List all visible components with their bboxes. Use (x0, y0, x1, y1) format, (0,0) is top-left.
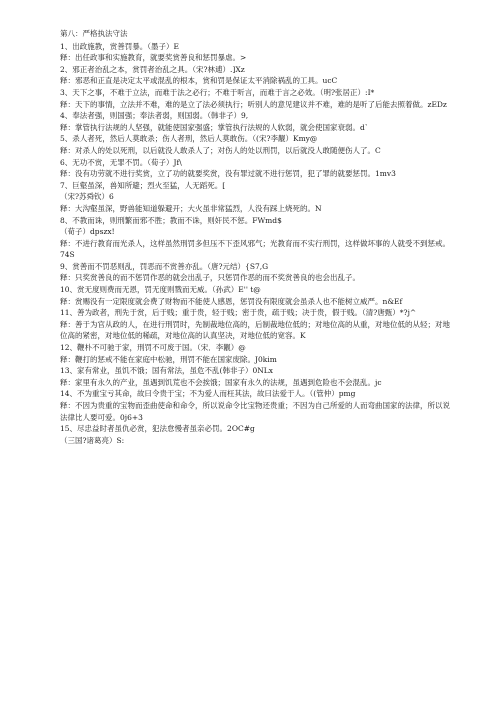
text-line: 释：善于为官从政的人，在进行刑罚时，先制裁地位高的，后制裁地位低的；对地位高的从重，对地位低的从轻；对地位高的紧密，对地位低的稀疏，对地位高的认真坚决，对地位低的宽容。K (60, 319, 450, 341)
text-line: 1、出政施教，赏善罚暴。（墨子）E (60, 41, 179, 51)
text-line: 2、邪正者治乱之本，赏罚者治乱之具。（宋?林逋）.]Xz (60, 64, 245, 74)
text-line: 4、奉法者强，则国强；奉法者弱，则国弱。（韩非子）9, (60, 111, 249, 121)
text-line: （宋?苏舜钦）6 (60, 192, 114, 202)
text-line: 释：掌管执行法规的人坚强，就能使国家强盛；掌管执行法规的人软弱，就会使国家衰弱。d` (60, 122, 369, 132)
text-line: 释：出任政事和实施教育，就要奖赏善良和惩罚暴虐。> (60, 53, 247, 63)
text-line: 释：只奖赏善良的而不惩罚作恶的就会出乱子，只惩罚作恶的而不奖赏善良的也会出乱子。 (60, 273, 360, 283)
text-line: 释：家里有永久的产业，虽遇到饥荒也不会挨饿；国家有永久的法规，虽遇到危险也不会混乱。jc (60, 377, 382, 387)
text-line: 释：对杀人的处以死刑，以后就没人敢杀人了；对伤人的处以刑罚，以后就没人敢随便伤人了。C (60, 145, 381, 155)
text-line: 9、赏善而不罚恶则乱，罚恶而不赏善亦乱。（唐?元结）{S7,G (60, 261, 269, 271)
text-line: 8、不教而诛，则刑繁而邪不胜；教而不诛，则奸民不惩。FWmd$ (60, 215, 282, 225)
text-line: 释：鞭打的惩戒不能在家庭中松驰，刑罚不能在国家废除。J0kim (60, 354, 277, 364)
text-line: （荀子）dpszx! (60, 227, 115, 237)
text-line: 7、巨壑虽深，兽知所避；烈火至猛，人无蹈死。[ (60, 180, 226, 190)
text-line: 释：赏赐没有一定限度就会费了财物而不能使人感恩，惩罚没有限度就会虽杀人也不能树立威严。n&Ef (60, 296, 403, 306)
text-line: 释：不因为贵重的宝物而歪曲使命和命令，所以说命令比宝物还贵重；不因为自己所爱的人而弯曲国家的法律，所以说法律比人要可爱。0j6+3 (60, 401, 450, 422)
text-line: 3、天下之事，不难于立法，而难于法之必行；不难于听言，而难于言之必效。（明?张居正）:I* (60, 87, 375, 97)
text-line: 释：邪恶和正直是决定太平或混乱的根本，赏和罚是保证太平消除祸乱的工具。ucC (60, 76, 338, 86)
text-line: 12、鞭朴不可驰于家，刑罚不可废于国。（宋．李觏）@ (60, 343, 246, 353)
text-line: 14、不为重宝亏其命，故曰令贵于宝；不为爱人而枉其法，故曰法爱于人。（(管仲）pmg (60, 389, 356, 399)
text-line: 释：不进行教育而光杀人，这样虽然刑罚多但压不下歪风邪气；光教育而不实行刑罚，这样做坏事的人就受不到惩戒。74S (60, 238, 450, 260)
text-line: 13、家有常业，虽饥不饿；国有常法，虽危不乱(韩非子）0NLx (60, 366, 274, 376)
text-line: 5、杀人者死，然后人莫敢杀；伤人者刑，然后人莫敢伤。（(宋?李觏）Kmy@ (60, 134, 318, 144)
text-line: （三国?诸葛亮）S: (60, 435, 125, 445)
text-line: 10、赏无度则费而无恩，罚无度则戮而无威。（孙武）E'' t@ (60, 285, 261, 295)
document-body (60, 41, 452, 447)
text-line: 6、无功不赏，无罪不罚。（荀子）Jf\ (60, 157, 182, 167)
text-line: 11、善为政者，刑先于赏，后于贱；重于贵，轻于贱；密于贵，疏于贱；决于贵，假于贱。（清?唐甄）*?j^ (60, 308, 417, 318)
text-line: 释：大沟壑虽深，野兽能知道躲避开；大火虽非常猛烈，人没有踩上烧死的。N (60, 203, 322, 213)
text-line: 释：没有功劳就不进行奖赏，立了功的就要奖赏，没有罪过就不进行惩罚，犯了罪的就要惩罚。1mv3 (60, 169, 396, 179)
document-heading: 第八：严格执法守法 (60, 29, 128, 38)
text-line: 释：天下的事情，立法并不难，难的是立了法必须执行；听别人的意见建议并不难，难的是听了后能去照着做。zEDz (60, 99, 447, 109)
text-line: 15、尽忠益时者虽仇必赏，犯法怠慢者虽亲必罚。2OC#g (60, 424, 255, 434)
